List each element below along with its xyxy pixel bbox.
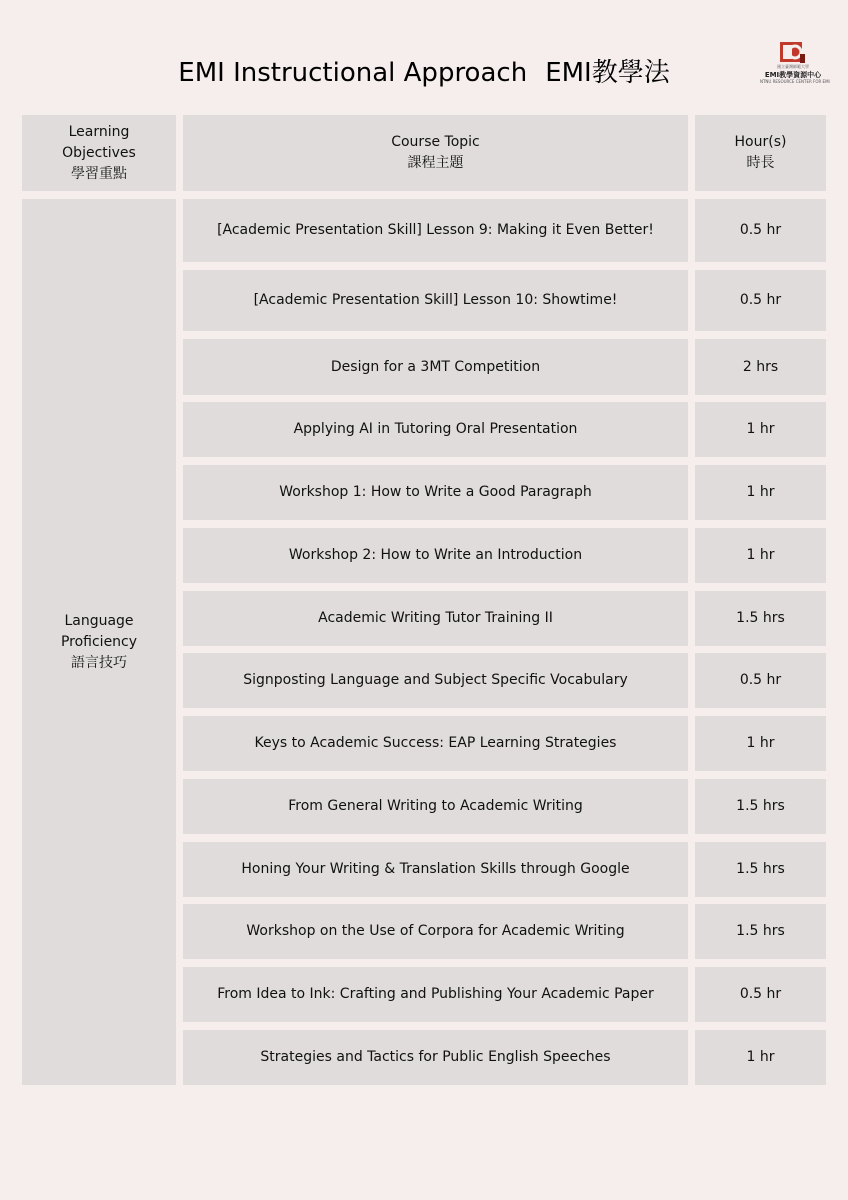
- header-topic-line: 課程主題: [407, 155, 464, 171]
- header-objectives: [22, 115, 176, 191]
- emi-center-logo: [760, 42, 830, 86]
- logo-university: 國立臺灣師範大學: [777, 64, 809, 69]
- objective-line: 語言技巧: [71, 654, 127, 671]
- topic-cell: From General Writing to Academic Writing: [183, 779, 688, 834]
- topic-cell: Workshop on the Use of Corpora for Academic Writing: [183, 904, 688, 959]
- hours-cell: 1.5 hrs: [695, 779, 826, 834]
- hours-cell: 0.5 hr: [695, 653, 826, 708]
- topic-cell: Academic Writing Tutor Training II: [183, 591, 688, 646]
- logo-name: EMI教學資源中心: [764, 71, 822, 79]
- title-chinese: EMI教學法: [545, 58, 670, 88]
- header-hours-line: 時長: [746, 155, 775, 171]
- header-topic: [183, 115, 688, 191]
- topic-cell: Design for a 3MT Competition: [183, 339, 688, 395]
- topic-cell: From Idea to Ink: Crafting and Publishing Your Academic Paper: [183, 967, 688, 1022]
- topic-cell: Keys to Academic Success: EAP Learning Strategies: [183, 716, 688, 771]
- topic-cell: Honing Your Writing & Translation Skills through Google: [183, 842, 688, 897]
- logo-mark-icon: [780, 42, 806, 64]
- topic-cell: Applying AI in Tutoring Oral Presentation: [183, 402, 688, 457]
- header-objectives-line: Learning: [68, 123, 130, 140]
- hours-cell: 1 hr: [695, 716, 826, 771]
- objective-line: Language: [64, 612, 134, 629]
- hours-cell: 1.5 hrs: [695, 904, 826, 959]
- title-english: EMI Instructional Approach: [178, 58, 528, 88]
- hours-cell: 0.5 hr: [695, 199, 826, 262]
- page-title: [0, 52, 848, 89]
- hours-cell: 1 hr: [695, 465, 826, 520]
- header-hours-line: Hour(s): [734, 134, 787, 150]
- topic-cell: Workshop 1: How to Write a Good Paragraph: [183, 465, 688, 520]
- topic-cell: Strategies and Tactics for Public English Speeches: [183, 1030, 688, 1085]
- hours-cell: 1 hr: [695, 402, 826, 457]
- hours-cell: 1 hr: [695, 528, 826, 583]
- header-objectives-line: Objectives: [62, 144, 136, 161]
- hours-cell: 0.5 hr: [695, 967, 826, 1022]
- objective-cell: [22, 199, 176, 1085]
- header-hours: [695, 115, 826, 191]
- hours-cell: 1.5 hrs: [695, 591, 826, 646]
- hours-cell: 2 hrs: [695, 339, 826, 395]
- topic-cell: Workshop 2: How to Write an Introduction: [183, 528, 688, 583]
- topic-cell: Signposting Language and Subject Specific Vocabulary: [183, 653, 688, 708]
- topic-cell: [Academic Presentation Skill] Lesson 10: Showtime!: [183, 270, 688, 331]
- logo-subtitle: NTNU RESOURCE CENTER FOR EMI: [760, 79, 830, 84]
- hours-cell: 1.5 hrs: [695, 842, 826, 897]
- objective-line: Proficiency: [60, 633, 138, 650]
- header-topic-line: Course Topic: [391, 134, 480, 150]
- hours-cell: 0.5 hr: [695, 270, 826, 331]
- topic-cell: [Academic Presentation Skill] Lesson 9: Making it Even Better!: [183, 199, 688, 262]
- hours-cell: 1 hr: [695, 1030, 826, 1085]
- header-objectives-line: 學習重點: [71, 165, 127, 182]
